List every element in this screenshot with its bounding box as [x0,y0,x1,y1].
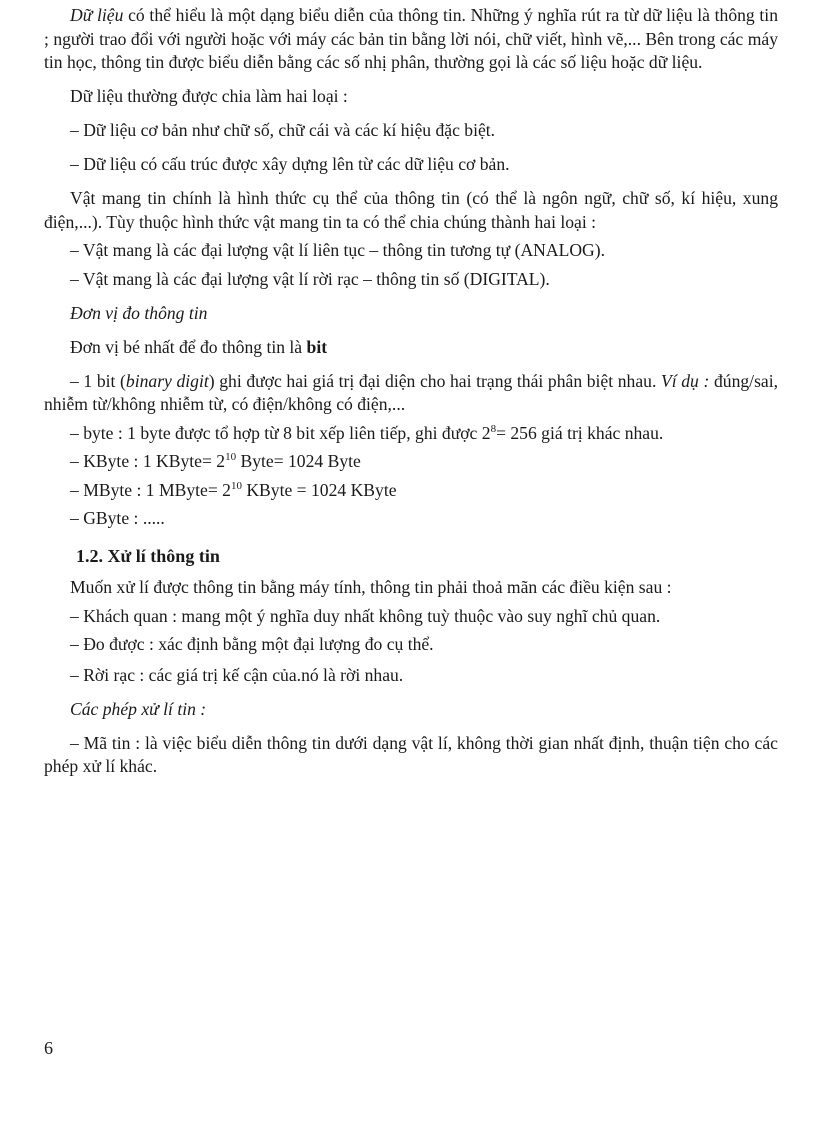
list-item-discrete: – Rời rạc : các giá trị kế cận của.nó là rời nhau. [70,664,404,685]
paragraph-data-types-intro: Dữ liệu thường được chia làm hai loại : [70,86,348,106]
paragraph-information-carrier: Vật mang tin chính là hình thức cụ thể của thông tin (có thể là ngôn ngữ, chữ số, kí hiệu, xung điện,...). Tùy thuộc hình thức vật mang tin ta có thể chia chúng thành hai loại : [44,188,778,232]
subheading-processing-operations: Các phép xử lí tin : [70,698,207,719]
paragraph-smallest-unit: Đơn vị bé nhất để đo thông tin là bit [70,336,328,357]
list-item-structured-data: – Dữ liệu có cấu trúc được xây dựng lên từ các dữ liệu cơ bản. [70,154,510,174]
section-heading-1-2: 1.2. Xử lí thông tin [76,545,220,566]
list-item-objective: – Khách quan : mang một ý nghĩa duy nhất không tuỳ thuộc vào suy nghĩ chủ quan. [70,605,661,626]
subheading-units: Đơn vị đo thông tin [70,302,208,323]
list-item-basic-data: – Dữ liệu cơ bản như chữ số, chữ cái và các kí hiệu đặc biệt. [70,120,496,140]
page-body [44,4,778,789]
term-du-lieu: Dữ liệu [70,5,124,25]
list-item-analog: – Vật mang là các đại lượng vật lí liên tục – thông tin tương tự (ANALOG). [70,240,606,260]
list-item-digital: – Vật mang là các đại lượng vật lí rời rạc – thông tin số (DIGITAL). [70,268,550,289]
list-item-kbyte: – KByte : 1 KByte= $2^{10}$ Byte= 1024 Byte [70,451,361,471]
list-item-gbyte: – GByte : ..... [70,508,165,528]
list-item-measurable: – Đo được : xác định bằng một đại lượng đo cụ thể. [70,634,434,654]
list-item-bit: – 1 bit (binary digit) ghi được hai giá trị đại diện cho hai trạng thái phân biệt nhau. Ví dụ : đúng/sai, nhiễm từ/không nhiễm từ, có điện/không có điện,... [44,370,779,414]
list-item-encoding: – Mã tin : là việc biểu diễn thông tin dưới dạng vật lí, không thời gian nhất định, thuận tiện cho các phép xử lí khác. [44,732,778,776]
list-item-byte: – byte : 1 byte được tổ hợp từ 8 bit xếp liên tiếp, ghi được $2^8= 256$ giá trị khác nhau. [70,422,664,443]
term-bit: bit [306,336,328,357]
paragraph-data-definition: Dữ liệu có thể hiểu là một dạng biểu diễn của thông tin. Những ý nghĩa rút ra từ dữ liệu là thông tin ; người trao đổi với người hoặc với máy các bản tin bằng lời nói, chữ viết, hình vẽ,... Bên trong các máy tin học, thông tin được biểu diễn bằng các số nhị phân, thường gọi là các số liệu hoặc dữ liệu. [44,5,778,72]
page-number: 6 [44,1038,53,1058]
paragraph-processing-conditions: Muốn xử lí được thông tin bằng máy tính, thông tin phải thoả mãn các điều kiện sau : [70,577,672,597]
list-item-mbyte: – MByte : 1 MByte= $2^{10}$ KByte = 1024 KByte [70,479,397,500]
